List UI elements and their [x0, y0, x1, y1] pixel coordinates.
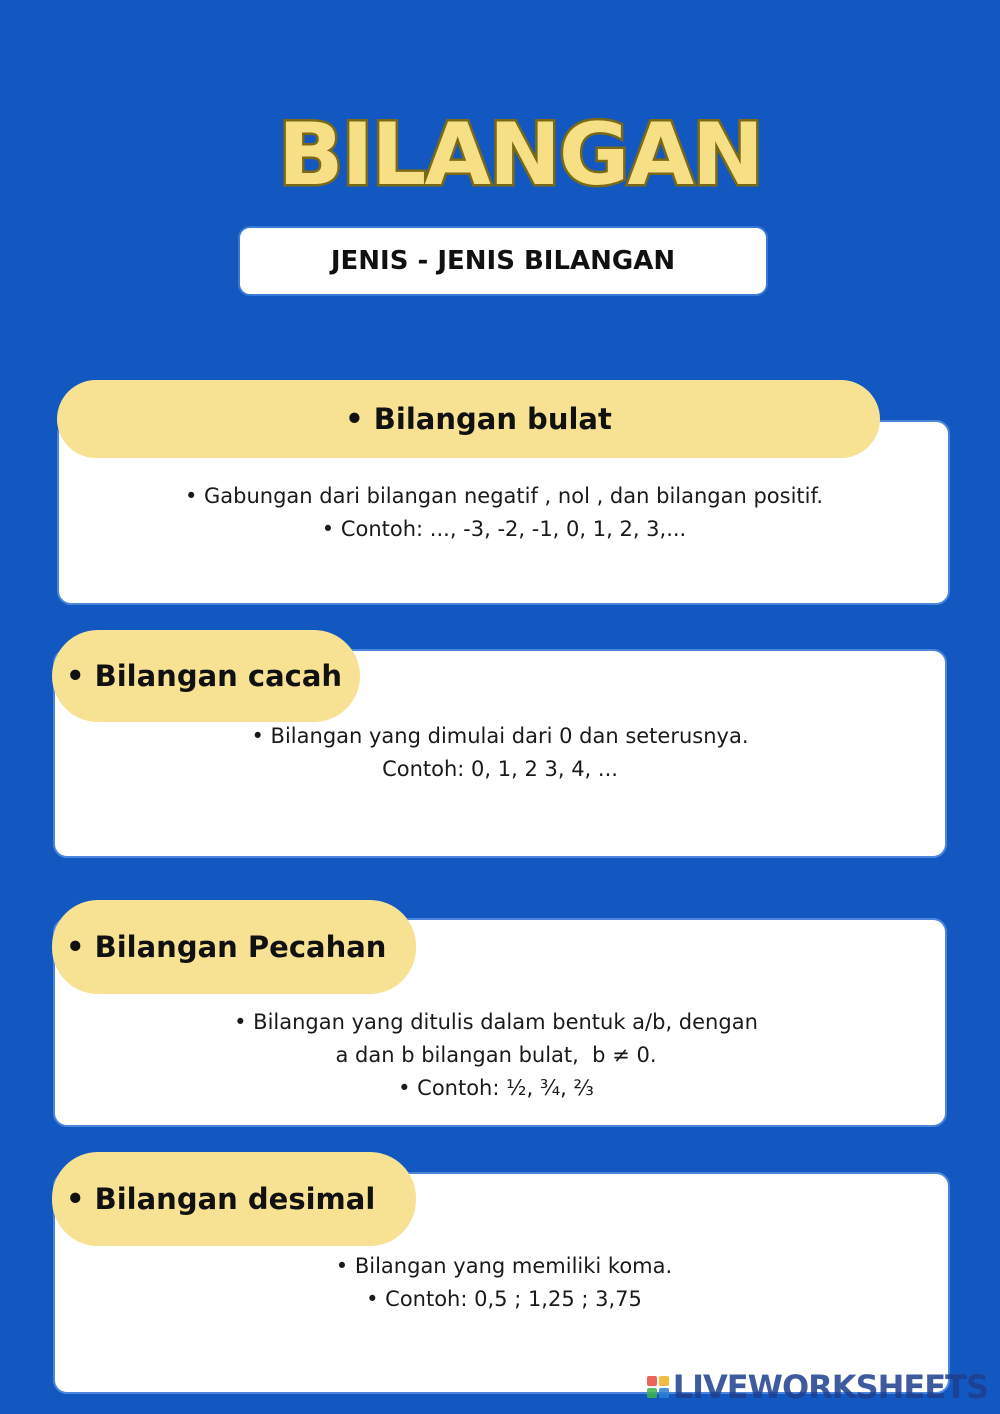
heading-pill-bilangan-desimal	[52, 1152, 416, 1246]
heading-bilangan-desimal: • Bilangan desimal	[66, 1182, 376, 1216]
body-bilangan-pecahan	[0, 1006, 996, 1105]
text-line: • Contoh: ..., -3, -2, -1, 0, 1, 2, 3,...	[321, 517, 687, 541]
body-bilangan-cacah	[0, 720, 1000, 786]
heading-pill-bilangan-cacah	[52, 630, 360, 722]
text-line: • Bilangan yang memiliki koma.	[335, 1254, 673, 1278]
text-line: a dan b bilangan bulat, b ≠ 0.	[335, 1043, 657, 1067]
body-bilangan-desimal	[4, 1250, 1000, 1316]
heading-bilangan-pecahan: • Bilangan Pecahan	[66, 930, 387, 964]
heading-pill-bilangan-pecahan	[52, 900, 416, 994]
heading-pill-bilangan-bulat	[57, 380, 880, 458]
heading-bilangan-bulat: • Bilangan bulat	[345, 402, 612, 436]
body-bilangan-bulat	[4, 480, 1000, 546]
text-line: • Contoh: ½, ¾, ⅔	[398, 1076, 594, 1100]
liveworksheets-watermark	[647, 1368, 988, 1406]
heading-bilangan-cacah: • Bilangan cacah	[66, 659, 343, 693]
subtitle-box	[238, 226, 768, 296]
text-line: Contoh: 0, 1, 2 3, 4, ...	[382, 757, 618, 781]
text-line: • Bilangan yang ditulis dalam bentuk a/b, dengan	[234, 1010, 758, 1034]
text-line: • Contoh: 0,5 ; 1,25 ; 3,75	[366, 1287, 642, 1311]
liveworksheets-logo-icon	[647, 1376, 669, 1398]
subtitle-text: JENIS - JENIS BILANGAN	[330, 246, 676, 276]
watermark-text: LIVEWORKSHEETS	[672, 1368, 988, 1406]
text-line: • Gabungan dari bilangan negatif , nol , dan bilangan positif.	[184, 484, 824, 508]
text-line: • Bilangan yang dimulai dari 0 dan seterusnya.	[251, 724, 749, 748]
page-title: BILANGAN	[277, 105, 762, 205]
